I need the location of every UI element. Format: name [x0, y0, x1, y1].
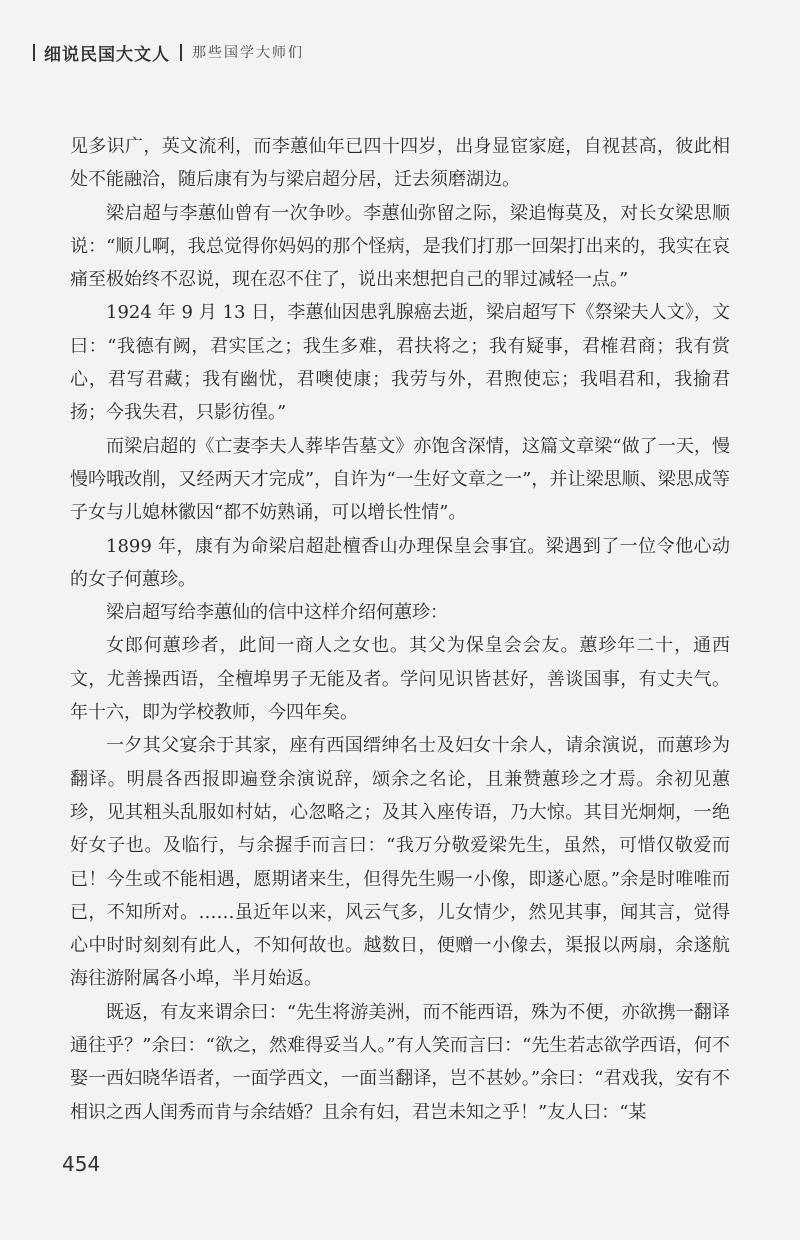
paragraph: 梁启超写给李蕙仙的信中这样介绍何蕙珍：	[106, 602, 448, 624]
paragraph: 1924 年 9 月 13 日，李蕙仙因患乳腺癌去逝，梁启超写下《祭梁夫人文》，文曰：“我德有阙，君实匡之；我生多难，君扶将之；我有疑事，君榷君商；我有赏心，君写君藏；我有幽忧，君噢使康；我劳与外，君煦使忘；我唱君和，我揄君扬；今我失君，只影彷徨。”	[70, 302, 730, 424]
header-divider	[33, 44, 35, 61]
quoted-letter-paragraph: 既返，有友来谓余曰：“先生将游美洲，而不能西语，殊为不便，亦欲携一翻译通往乎？”余曰：“欲之，然难得妥当人。”有人笑而言曰：“先生若志欲学西语，何不娶一西妇晓华语者，一面学西文，一面当翻译，岂不甚妙。”余曰：“君戏我，安有不相识之西人闺秀而肯与余结婚？且余有妇，君岂未知之乎！”友人曰：“某	[70, 1001, 730, 1123]
book-subtitle: 那些国学大师们	[192, 45, 304, 61]
paragraph: 梁启超与李蕙仙曾有一次争吵。李蕙仙弥留之际，梁追悔莫及，对长女梁思顺说：“顺儿啊，我总觉得你妈妈的那个怪病，是我们打那一回架打出来的，我实在哀痛至极始终不忍说，现在忍不住了，说出来想把自己的罪过减轻一点。”	[70, 202, 730, 291]
body-text	[70, 130, 730, 1129]
paragraph: 1899 年，康有为命梁启超赴檀香山办理保皇会事宜。梁遇到了一位令他心动的女子何蕙珍。	[70, 535, 730, 590]
series-title: 细说民国大文人	[44, 44, 170, 65]
quoted-letter-paragraph: 女郎何蕙珍者，此间一商人之女也。其父为保皇会会友。蕙珍年二十，通西文，尤善操西语，全檀埠男子无能及者。学问见识皆甚好，善谈国事，有丈夫气。年十六，即为学校教师，今四年矣。	[70, 635, 730, 724]
header-divider	[180, 44, 182, 61]
running-header	[33, 40, 304, 64]
quoted-letter-paragraph: 一夕其父宴余于其家，座有西国缙绅名士及妇女十余人，请余演说，而蕙珍为翻译。明晨各西报即遍登余演说辞，颂余之名论，且兼赞蕙珍之才焉。余初见蕙珍，见其粗头乱服如村姑，心忽略之；及其入座传语，乃大惊。其目光炯炯，一绝好女子也。及临行，与余握手而言曰：“我万分敬爱梁先生，虽然，可惜仅敬爱而已！今生或不能相遇，愿期诸来生，但得先生赐一小像，即遂心愿。”余是时唯唯而已，不知所对。……虽近年以来，风云气多，儿女情少，然见其事，闻其言，觉得心中时时刻刻有此人，不知何故也。越数日，便赠一小像去，渠报以两扇，余遂航海往游附属各小埠，半月始返。	[70, 735, 730, 990]
page-number: 454	[62, 1152, 101, 1176]
paragraph: 而梁启超的《亡妻李夫人葬毕告墓文》亦饱含深情，这篇文章梁“做了一天，慢慢吟哦改削，又经两天才完成”，自许为“一生好文章之一”，并让梁思顺、梁思成等子女与儿媳林徽因“都不妨熟诵，可以增长性情”。	[70, 435, 730, 524]
paragraph: 见多识广，英文流利，而李蕙仙年已四十四岁，出身显宦家庭，自视甚高，彼此相处不能融洽，随后康有为与梁启超分居，迁去须磨湖边。	[70, 136, 730, 191]
